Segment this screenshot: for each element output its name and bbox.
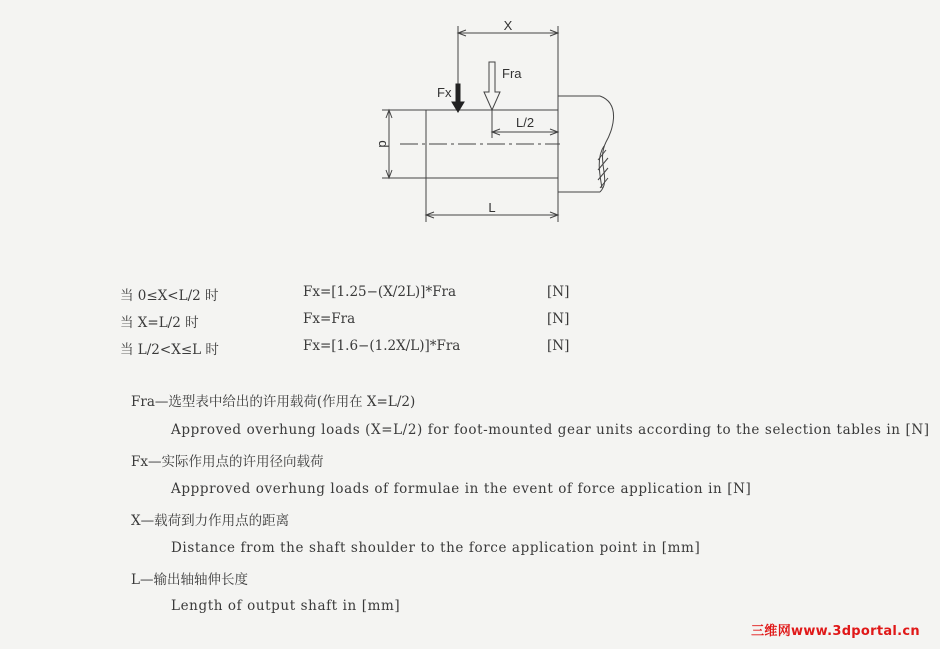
fra-label: Fra: [502, 66, 522, 81]
fx-force-arrow: [452, 84, 464, 112]
unit-text: [N]: [547, 284, 570, 300]
definition-term: Fx—实际作用点的许用径向载荷: [131, 454, 324, 470]
formula-text: Fx=[1.25−(X/2L)]*Fra: [303, 284, 457, 300]
l-label: L: [488, 200, 496, 215]
fra-force-arrow: [484, 62, 500, 110]
formula-text: Fx=[1.6−(1.2X/L)]*Fra: [303, 338, 461, 354]
hatch-line: [598, 150, 606, 160]
definition-description: Distance from the shaft shoulder to the force application point in [mm]: [171, 540, 701, 556]
fx-label: Fx: [437, 85, 452, 100]
shaft-load-diagram: [0, 0, 940, 260]
definition-description: Approved overhung loads (X=L/2) for foot-mounted gear units according to the selection tables in [N]: [171, 422, 930, 438]
condition-text: 当 L/2<X≤L 时: [120, 342, 219, 358]
unit-text: [N]: [547, 338, 570, 354]
definition-term: Fra—选型表中给出的许用载荷(作用在 X=L/2): [131, 394, 416, 410]
definition-description: Length of output shaft in [mm]: [171, 598, 401, 614]
housing-break-line: [600, 96, 614, 192]
formula-text: Fx=Fra: [303, 311, 356, 327]
definition-term: X—载荷到力作用点的距离: [131, 513, 290, 529]
x-label: X: [503, 18, 513, 33]
definition-term: L—输出轴轴伸长度: [131, 572, 248, 588]
watermark: 三维网www.3dportal.cn: [751, 624, 920, 639]
definition-description: Appproved overhung loads of formulae in the event of force application in [N]: [171, 481, 752, 497]
condition-text: 当 X=L/2 时: [120, 315, 199, 331]
unit-text: [N]: [547, 311, 570, 327]
l-half-label: L/2: [516, 115, 535, 130]
condition-text: 当 0≤X<L/2 时: [120, 288, 219, 304]
d-label: d: [376, 140, 391, 148]
